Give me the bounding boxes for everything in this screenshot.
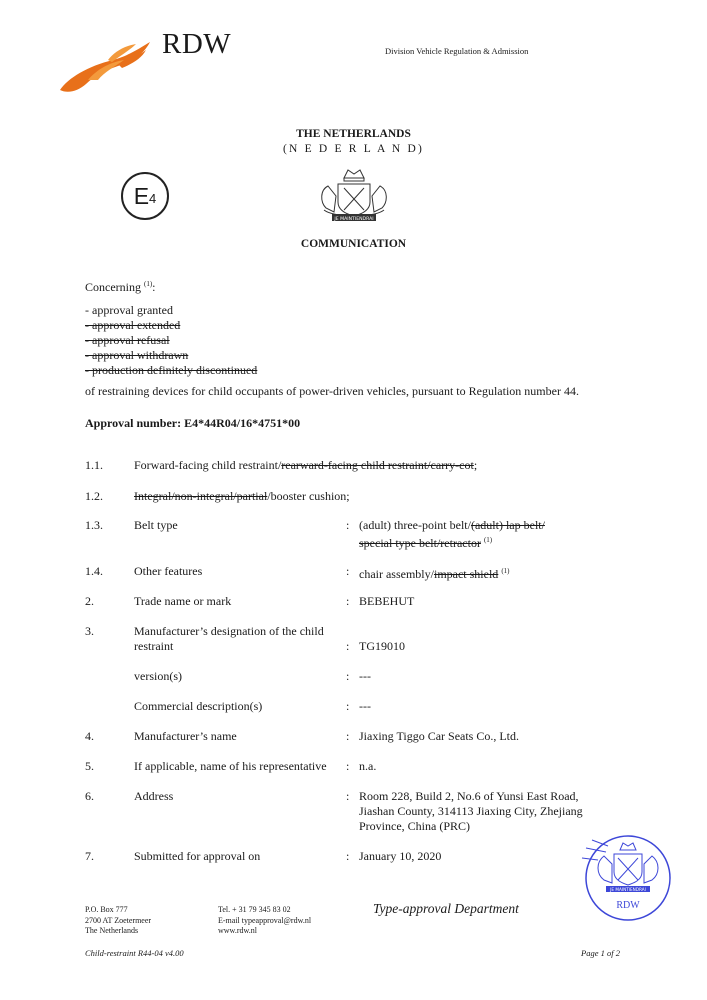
item-number: 4. <box>85 729 94 743</box>
coat-of-arms-icon <box>314 166 394 228</box>
representative-value: n.a. <box>359 759 377 773</box>
commercial-description-label: Commercial description(s) <box>134 699 263 713</box>
country-name: THE NETHERLANDS <box>296 128 411 140</box>
other-features-label: Other features <box>134 564 203 578</box>
crest-motto: JE MAINTIENDRAI <box>334 217 374 222</box>
address-value: Room 228, Build 2, No.6 of Yunsi East Road, Jiashan County, 314113 Jiaxing City, Zhejiang Province, China (PRC) <box>359 789 583 833</box>
item-number: 1.1. <box>85 458 103 472</box>
country-native-name: (N E D E R L A N D) <box>282 143 425 155</box>
division-name: Division Vehicle Regulation & Admission <box>385 46 529 56</box>
item-number: 2. <box>85 594 94 608</box>
trade-name-value: BEBEHUT <box>359 594 415 608</box>
rdw-stamp-icon <box>578 828 678 924</box>
form-version: Child-restraint R44-04 v4.00 <box>85 948 184 958</box>
item-number: 3. <box>85 624 94 638</box>
stamp-motto: JE MAINTIENDRAI <box>610 887 646 892</box>
colon: : <box>346 594 350 608</box>
colon: : <box>346 729 350 743</box>
approval-number: Approval number: E4*44R04/16*4751*00 <box>85 416 301 430</box>
postal-address: P.O. Box 777 2700 AT Zoetermeer The Netherlands <box>85 905 152 935</box>
other-features-value: chair assembly/impact shield $^{(1)}$ <box>359 567 510 581</box>
designation-label: Manufacturer’s designation of the child restraint <box>134 624 324 653</box>
colon: : <box>346 789 350 803</box>
department-name: Type-approval Department <box>373 901 519 916</box>
option-approval-withdrawn: - approval withdrawn <box>85 348 189 362</box>
logo-text: RDW <box>162 28 232 60</box>
belt-type-value: (adult) three-point belt/(adult) lap belt/ special type belt/retractor $^{(1)}$ <box>359 518 545 550</box>
belt-type-label: Belt type <box>134 518 178 532</box>
item-number: 1.3. <box>85 518 103 532</box>
option-approval-refusal: - approval refusal <box>85 333 170 347</box>
concerning-label: Concerning $^{(1)}$: <box>85 280 156 294</box>
item-number: 1.2. <box>85 489 103 503</box>
item-number: 1.4. <box>85 564 103 578</box>
commercial-description-value: --- <box>359 699 371 713</box>
address-label: Address <box>134 789 174 803</box>
manufacturer-name-label: Manufacturer’s name <box>134 729 237 743</box>
colon: : <box>346 669 350 683</box>
trade-name-label: Trade name or mark <box>134 594 232 608</box>
item-number: 6. <box>85 789 94 803</box>
rdw-logo-icon <box>58 40 158 95</box>
document-title: COMMUNICATION <box>300 238 407 250</box>
item-1-2-text: Integral/non-integral/partial/booster cushion; <box>134 489 350 503</box>
e4-mark: $E_4$ <box>121 172 169 220</box>
submitted-label: Submitted for approval on <box>134 849 261 863</box>
option-production-discontinued: - production definitely discontinued <box>85 363 258 377</box>
colon: : <box>346 639 350 653</box>
representative-label: If applicable, name of his representative <box>134 759 327 773</box>
colon: : <box>346 849 350 863</box>
item-1-1-text: Forward-facing child restraint/rearward-facing child restraint/carry-cot; <box>134 458 478 472</box>
page-number: Page 1 of 2 <box>581 948 620 958</box>
version-label: version(s) <box>134 669 182 683</box>
option-approval-granted: - approval granted <box>85 303 173 317</box>
item-number: 5. <box>85 759 94 773</box>
version-value: --- <box>359 669 371 683</box>
colon: : <box>346 564 350 578</box>
option-approval-extended: - approval extended <box>85 318 181 332</box>
intro-text: of restraining devices for child occupants of power-driven vehicles, pursuant to Regulation number 44. <box>85 384 579 398</box>
colon: : <box>346 699 350 713</box>
submitted-value: January 10, 2020 <box>359 849 442 863</box>
designation-value: TG19010 <box>359 639 405 653</box>
colon: : <box>346 759 350 773</box>
stamp-text: RDW <box>616 900 640 911</box>
contact-info: Tel. + 31 79 345 83 02 E-mail typeapproval@rdw.nl www.rdw.nl <box>218 905 312 935</box>
manufacturer-name-value: Jiaxing Tiggo Car Seats Co., Ltd. <box>359 729 520 743</box>
item-number: 7. <box>85 849 94 863</box>
colon: : <box>346 518 350 532</box>
